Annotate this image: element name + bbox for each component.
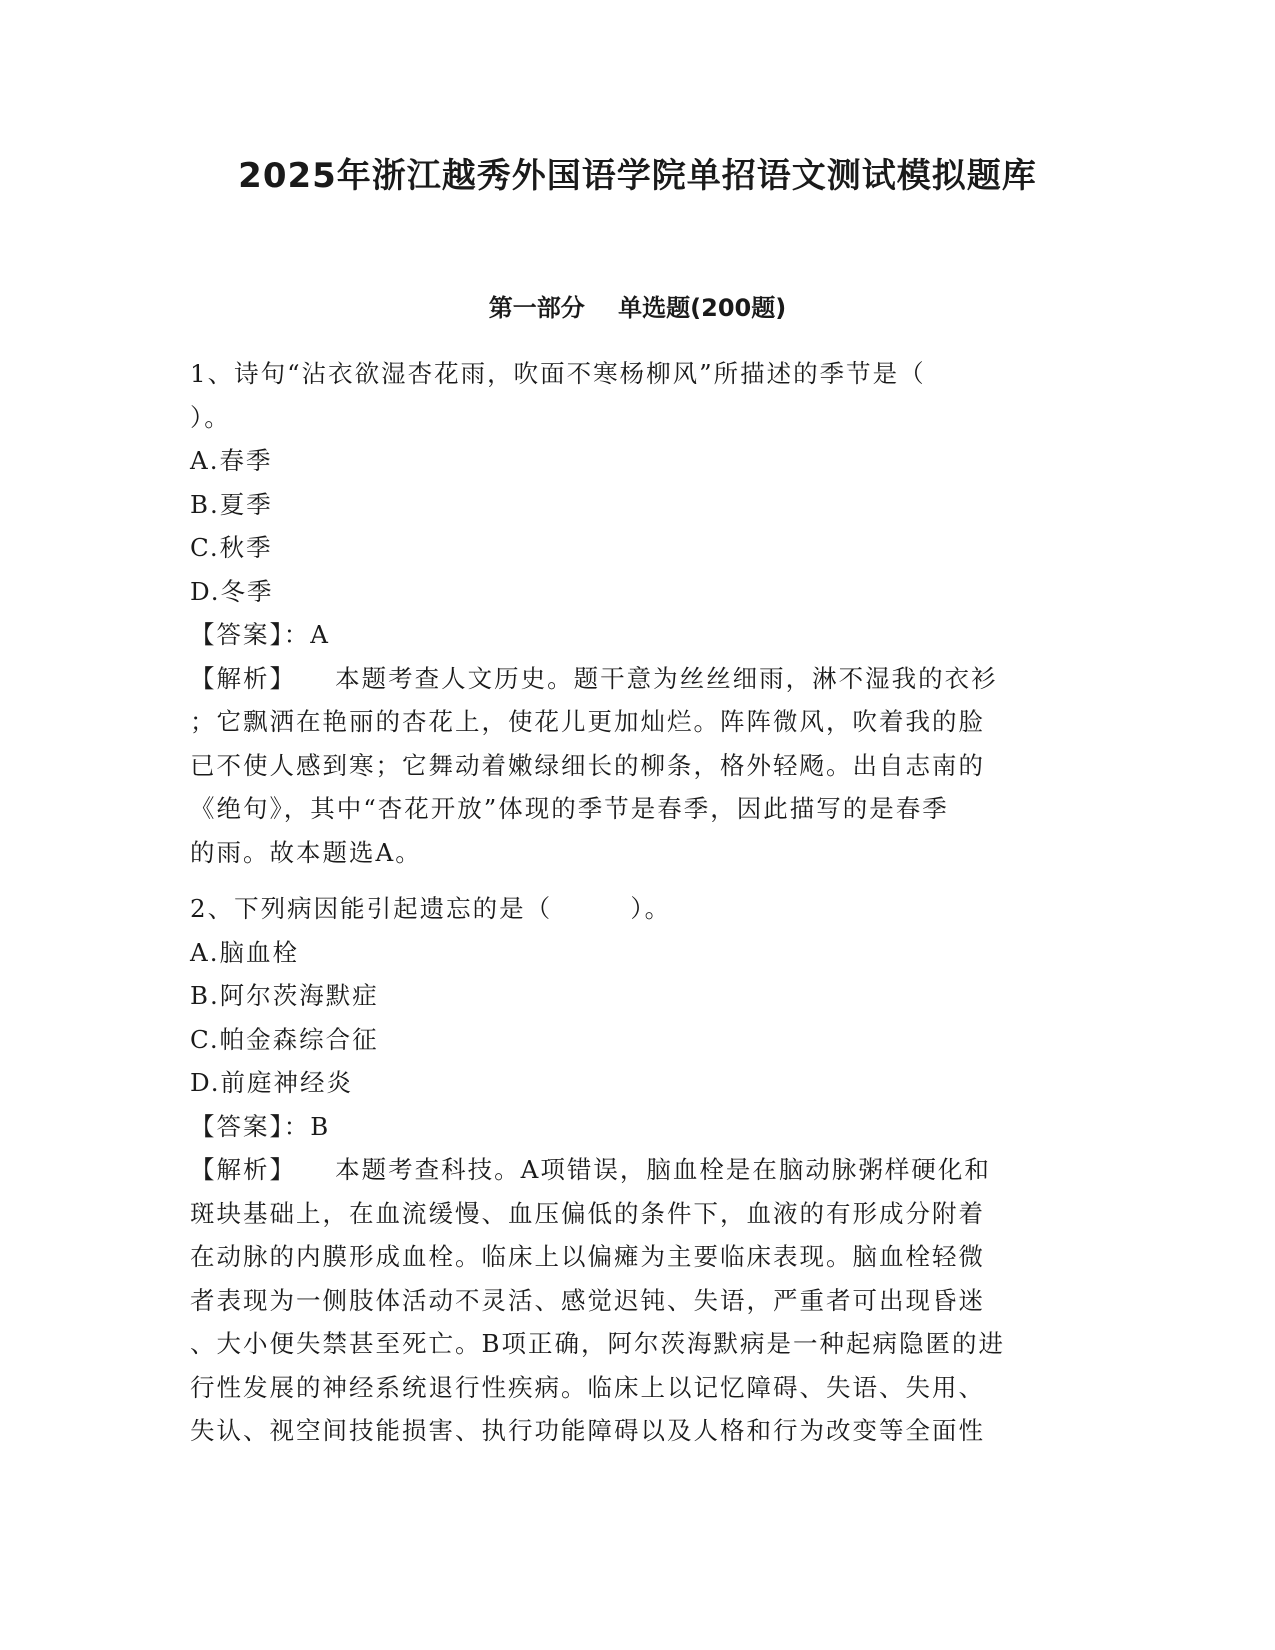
analysis-line bbox=[190, 1148, 1085, 1192]
question-stem: 1、诗句“沾衣欲湿杏花雨，吹面不寒杨柳风”所描述的季节是（ bbox=[190, 359, 926, 388]
question-list bbox=[190, 352, 1085, 1453]
analysis-text: 已不使人感到寒；它舞动着嫩绿细长的柳条，格外轻飏。出自志南的 bbox=[190, 750, 985, 780]
answer-label: 【答案】： bbox=[190, 1111, 311, 1141]
answer-line bbox=[190, 613, 1085, 657]
question-1 bbox=[190, 352, 1085, 874]
analysis-text: 斑块基础上，在血流缓慢、血压偏低的条件下，血液的有形成分附着 bbox=[190, 1198, 985, 1228]
answer-value: A bbox=[310, 620, 330, 649]
page-title: 2025年浙江越秀外国语学院单招语文测试模拟题库 bbox=[238, 156, 1037, 196]
option-d: D.前庭神经炎 bbox=[190, 1068, 354, 1097]
analysis-text: 、大小便失禁甚至死亡。B项正确，阿尔茨海默病是一种起病隐匿的进 bbox=[190, 1329, 1006, 1358]
analysis-line bbox=[190, 657, 1085, 701]
answer-value: B bbox=[310, 1111, 331, 1141]
analysis-text: 失认、视空间技能损害、执行功能障碍以及人格和行为改变等全面性 bbox=[190, 1416, 985, 1445]
option-b: B.夏季 bbox=[190, 489, 273, 519]
answer-line bbox=[190, 1105, 1085, 1149]
option-d: D.冬季 bbox=[190, 576, 274, 606]
question-stem: 2、下列病因能引起遗忘的是（ ）。 bbox=[190, 894, 672, 923]
option-a: A.脑血栓 bbox=[190, 937, 299, 967]
analysis-label: 【解析】 bbox=[190, 663, 296, 693]
analysis-text: 本题考查科技。A项错误，脑血栓是在脑动脉粥样硬化和 bbox=[296, 1155, 991, 1184]
question-stem: ）。 bbox=[190, 402, 231, 432]
option-c: C.秋季 bbox=[190, 533, 273, 562]
analysis-text: 本题考查人文历史。题干意为丝丝细雨，淋不湿我的衣衫 bbox=[296, 663, 998, 693]
section-title: 第一部分 单选题(200题) bbox=[488, 294, 787, 322]
question-2 bbox=[190, 887, 1085, 1453]
option-b: B.阿尔茨海默症 bbox=[190, 981, 379, 1010]
option-a: A.春季 bbox=[190, 446, 273, 475]
analysis-text: 行性发展的神经系统退行性疾病。临床上以记忆障碍、失语、失用、 bbox=[190, 1372, 985, 1402]
analysis-text: 在动脉的内膜形成血栓。临床上以偏瘫为主要临床表现。脑血栓轻微 bbox=[190, 1242, 985, 1271]
option-c: C.帕金森综合征 bbox=[190, 1024, 379, 1054]
analysis-text: ；它飘洒在艳丽的杏花上，使花儿更加灿烂。阵阵微风，吹着我的脸 bbox=[190, 707, 985, 736]
answer-label: 【答案】： bbox=[190, 620, 311, 649]
analysis-text: 者表现为一侧肢体活动不灵活、感觉迟钝、失语，严重者可出现昏迷 bbox=[190, 1285, 985, 1315]
analysis-text: 《绝句》，其中“杏花开放”体现的季节是春季，因此描写的是春季 bbox=[190, 794, 949, 823]
analysis-label: 【解析】 bbox=[190, 1155, 296, 1184]
analysis-text: 的雨。故本题选A。 bbox=[190, 837, 422, 867]
